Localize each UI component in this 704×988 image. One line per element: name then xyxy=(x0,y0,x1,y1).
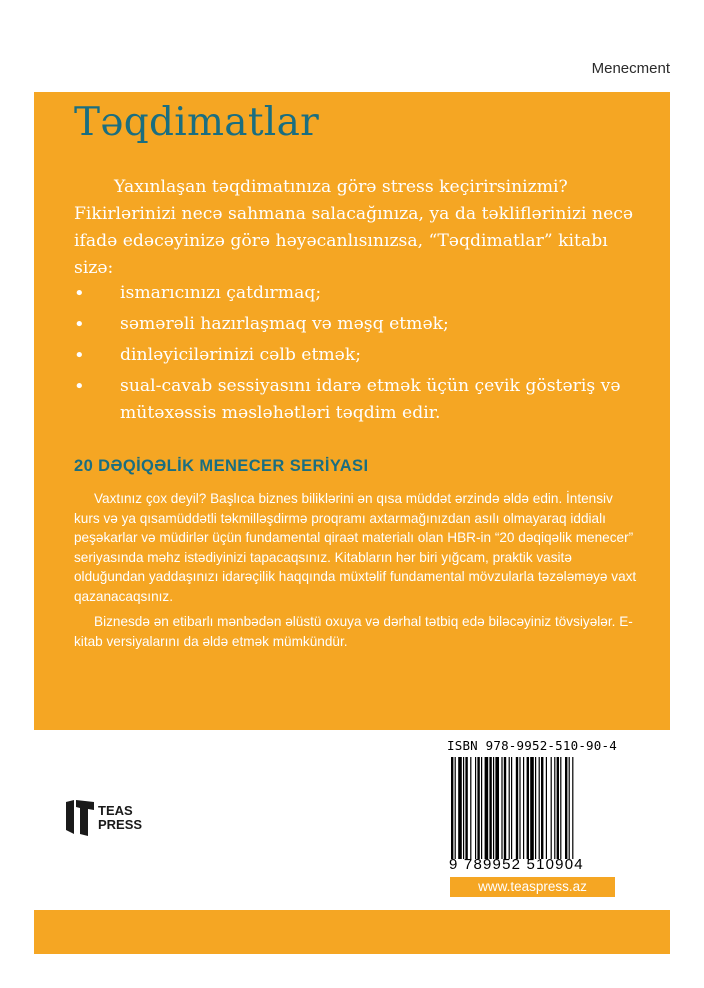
benefits-list xyxy=(74,280,640,431)
barcode-bar xyxy=(458,757,462,859)
barcode-bar xyxy=(557,757,559,859)
barcode-bar xyxy=(565,757,567,859)
publisher-logo xyxy=(66,800,176,840)
list-item: • ismarıcınızı çatdırmaq; xyxy=(74,280,640,307)
barcode-bar xyxy=(451,757,453,859)
barcode-bar xyxy=(489,757,491,859)
barcode-bar xyxy=(554,757,555,859)
barcode-bar xyxy=(455,757,456,859)
barcode-bar xyxy=(546,757,547,859)
barcode-bar xyxy=(481,757,482,859)
barcode-bar xyxy=(463,757,464,859)
barcode-bar xyxy=(495,757,499,859)
barcode-bar xyxy=(509,757,510,859)
bullet-icon: • xyxy=(74,345,85,366)
barcode-bar xyxy=(511,757,512,859)
list-item: • sual-cavab sessiyasını idarə etmək üçün çevik göstəriş və mütəxəssis məsləhətləri təqdim edir. xyxy=(74,373,640,427)
barcode-bar xyxy=(523,757,524,859)
series-heading: 20 DƏQİQƏLİK MENECER SERİYASI xyxy=(74,457,369,475)
barcode-bar xyxy=(465,757,467,859)
barcode-bar xyxy=(470,757,471,859)
barcode-bar xyxy=(569,757,570,859)
barcode-bar xyxy=(541,757,543,859)
bottom-accent-bar xyxy=(34,910,670,954)
barcode-digits: 9 789952 510904 xyxy=(449,856,584,873)
barcode-bar xyxy=(527,757,529,859)
barcode-bar xyxy=(477,757,479,859)
bullet-icon: • xyxy=(74,283,85,304)
barcode-bar xyxy=(572,757,573,859)
barcode-bar xyxy=(560,757,561,859)
publisher-name: TEAS PRESS xyxy=(98,803,143,832)
barcode xyxy=(449,757,611,859)
back-cover-panel xyxy=(34,92,670,730)
bullet-icon: • xyxy=(74,314,85,335)
barcode-bar xyxy=(516,757,518,859)
barcode-bar xyxy=(551,757,552,859)
barcode-bar xyxy=(530,757,534,859)
barcode-bar xyxy=(504,757,506,859)
list-item: • dinləyicilərinizi cəlb etmək; xyxy=(74,342,640,369)
website-link[interactable]: www.teaspress.az xyxy=(450,877,615,897)
teas-press-logo-icon xyxy=(66,800,94,836)
category-label: Menecment xyxy=(591,60,670,77)
series-description: Vaxtınız çox deyil? Başlıca biznes biliklərini ən qısa müddət ərzində əldə edin. İntensiv kurs və ya qısamüddətli təkmilləşdirmə proqramı axtarmağınızdan asılı olmayaraq iddialı peşəkarlar və müdirlər üçün fundamental qiraət materialı olan HBR-in “20 dəqiqəlik menecer” seriyasında məhz istədiyinizi tapacaqsınız. Kitabların hər biri yığcam, praktik vasitə olduğundan yaddaşınızı idarəçilik haqqında müxtəlif fundamental mövzularla təzələməyə vaxt qazanacaqsınız. xyxy=(74,491,637,604)
series-note: Biznesdə ən etibarlı mənbədən əlüstü oxuya və dərhal tətbiq edə biləcəyiniz tövsiyələr. E-kitab versiyalarını da əldə etmək mümkündür. xyxy=(74,614,633,649)
bullet-icon: • xyxy=(74,376,85,397)
barcode-bar xyxy=(519,757,520,859)
isbn-text: ISBN 978-9952-510-90-4 xyxy=(447,738,617,753)
book-title: Təqdimatlar xyxy=(74,100,320,145)
intro-text: Yaxınlaşan təqdimatınıza görə stress keçirirsinizmi? Fikirlərinizi necə sahmana salacağınıza, ya da təkliflərinizi necə ifadə edəcəyinizə görə həyəcanlısınızsa, “Təqdimatlar” kitabı sizə: xyxy=(74,177,634,278)
barcode-bar xyxy=(539,757,540,859)
list-item: • səmərəli hazırlaşmaq və məşq etmək; xyxy=(74,311,640,338)
barcode-icon xyxy=(449,757,611,859)
barcode-bar xyxy=(535,757,536,859)
barcode-bar xyxy=(493,757,494,859)
barcode-bar xyxy=(475,757,476,859)
barcode-bar xyxy=(501,757,502,859)
barcode-bar xyxy=(485,757,489,859)
